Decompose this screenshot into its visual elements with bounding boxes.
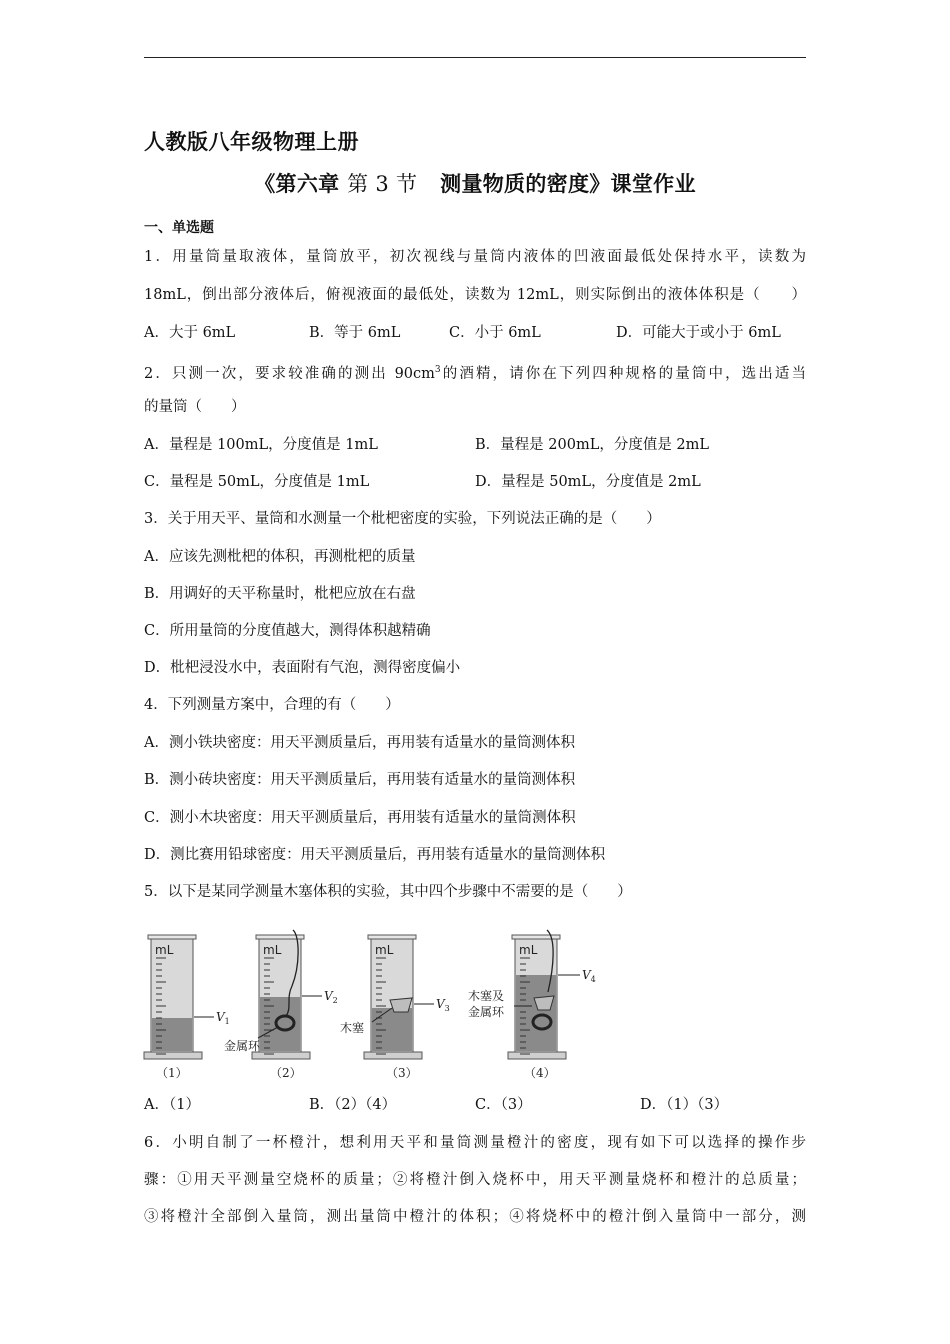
v1-label: $V_1$	[216, 1010, 230, 1026]
q5-option-b: B．（2）（4）	[309, 1097, 397, 1113]
doc-title-part-a: 《第六章	[254, 172, 340, 196]
doc-title-line1: 人教版八年级物理上册	[144, 130, 359, 154]
cylinder-1-unit: mL	[155, 943, 174, 957]
cylinder-1	[144, 935, 230, 1080]
q3-option-d: D．枇杷浸没水中，表面附有气泡，测得密度偏小	[144, 660, 461, 676]
q6-stem-line1: 6．小明自制了一杯橙汁，想利用天平和量筒测量橙汁的密度，现有如下可以选择的操作步	[144, 1135, 806, 1151]
cylinder-3	[340, 935, 450, 1080]
cork-ring-label-2: 金属环	[468, 1005, 505, 1019]
q2-stem-b: 的酒精，请你在下列四种规格的量筒中，选出适当	[440, 366, 807, 382]
q3-stem: 3．关于用天平、量筒和水测量一个枇杷密度的实验，下列说法正确的是（ ）	[144, 511, 661, 527]
q2-option-b: B．量程是 200mL，分度值是 2mL	[475, 437, 710, 453]
caption-3: （3）	[386, 1066, 418, 1080]
v2-label: $V_2$	[324, 989, 338, 1005]
q2-stem-line1	[144, 360, 806, 384]
q1-option-d: D．可能大于或小于 6mL	[616, 325, 781, 341]
cylinder-4-unit: mL	[519, 943, 538, 957]
q2-option-a: A．量程是 100mL，分度值是 1mL	[144, 437, 378, 453]
q1-option-b: B．等于 6mL	[309, 325, 401, 341]
header-rule	[144, 57, 806, 58]
cylinder-4	[468, 930, 596, 1080]
caption-4: （4）	[524, 1066, 556, 1080]
q3-option-c: C．所用量筒的分度值越大，测得体积越精确	[144, 623, 431, 639]
q5-figure	[140, 926, 610, 1086]
doc-title-part-b: 第 3 节	[347, 172, 418, 196]
q2-stem-sup: 3	[434, 365, 441, 375]
q1-option-a: A．大于 6mL	[144, 325, 236, 341]
doc-title-line2	[0, 168, 950, 198]
q1-option-c: C．小于 6mL	[449, 325, 541, 341]
q2-stem-line2: 的量筒（ ）	[144, 399, 246, 415]
q4-option-d: D．测比赛用铅球密度：用天平测质量后，再用装有适量水的量筒测体积	[144, 847, 606, 863]
q3-option-b: B．用调好的天平称量时，枇杷应放在右盘	[144, 586, 416, 602]
q6-stem-line3: ③将橙汁全部倒入量筒，测出量筒中橙汁的体积；④将烧杯中的橙汁倒入量筒中一部分，测	[144, 1209, 806, 1225]
q1-stem-line2: 18mL，倒出部分液体后，俯视液面的最低处，读数为 12mL，则实际倒出的液体体积是（ ）	[144, 287, 806, 303]
cylinder-2	[224, 930, 338, 1080]
q5-option-c: C．（3）	[475, 1097, 532, 1113]
q4-stem: 4．下列测量方案中，合理的有（ ）	[144, 697, 400, 713]
q4-option-a: A．测小铁块密度：用天平测质量后，再用装有适量水的量筒测体积	[144, 735, 575, 751]
v4-label: $V_4$	[582, 968, 596, 984]
cylinder-2-unit: mL	[263, 943, 282, 957]
q5-option-d: D．（1）（3）	[640, 1097, 729, 1113]
caption-2: （2）	[270, 1066, 302, 1080]
q2-stem-a: 2．只测一次，要求较准确的测出 90cm	[144, 366, 435, 382]
ring-label: 金属环	[224, 1039, 261, 1053]
q3-option-a: A．应该先测枇杷的体积，再测枇杷的质量	[144, 549, 416, 565]
v3-label: $V_3$	[436, 997, 450, 1013]
q2-option-d: D．量程是 50mL，分度值是 2mL	[475, 474, 701, 490]
q5-stem: 5．以下是某同学测量木塞体积的实验，其中四个步骤中不需要的是（ ）	[144, 884, 632, 900]
doc-title-part-c: 测量物质的密度》课堂作业	[440, 172, 696, 196]
q5-option-a: A．（1）	[144, 1097, 200, 1113]
q6-stem-line2: 骤：①用天平测量空烧杯的质量；②将橙汁倒入烧杯中，用天平测量烧杯和橙汁的总质量；	[144, 1172, 806, 1188]
caption-1: （1）	[156, 1066, 188, 1080]
cork-ring-label-1: 木塞及	[468, 989, 505, 1003]
section-heading: 一、单选题	[144, 220, 214, 236]
q2-option-c: C．量程是 50mL，分度值是 1mL	[144, 474, 370, 490]
cylinder-3-unit: mL	[375, 943, 394, 957]
q4-option-c: C．测小木块密度：用天平测质量后，再用装有适量水的量筒测体积	[144, 810, 576, 826]
q1-stem-line1: 1．用量筒量取液体，量筒放平，初次视线与量筒内液体的凹液面最低处保持水平，读数为	[144, 249, 806, 265]
q4-option-b: B．测小砖块密度：用天平测质量后，再用装有适量水的量筒测体积	[144, 772, 576, 788]
cork-label: 木塞	[340, 1021, 365, 1035]
